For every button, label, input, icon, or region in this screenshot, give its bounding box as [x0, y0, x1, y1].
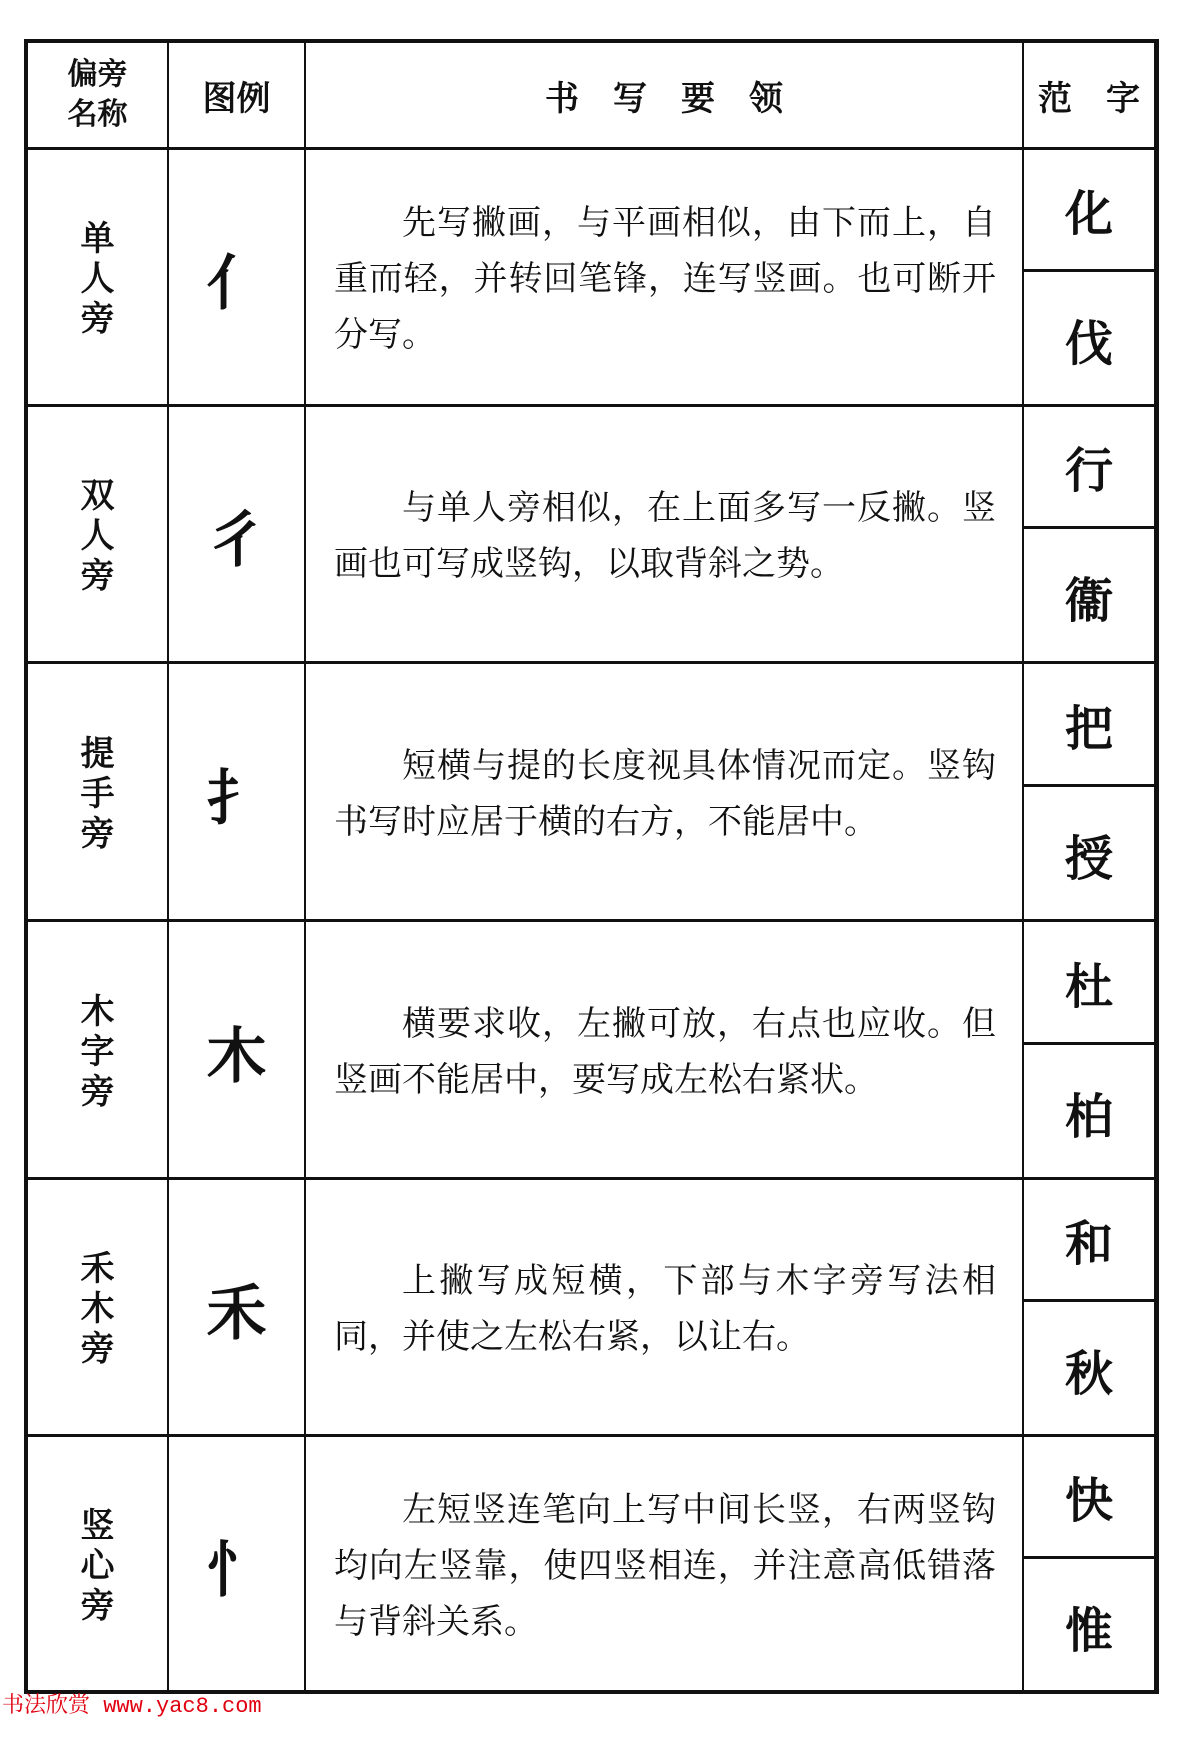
radical-name-char: 提	[80, 733, 115, 774]
radical-glyph: 忄	[206, 1535, 267, 1606]
radical-name	[28, 150, 167, 407]
writing-method	[306, 150, 1022, 407]
radical-name-char: 旁	[80, 813, 115, 854]
example-char: 把	[1064, 700, 1113, 757]
example-char: 行	[1064, 442, 1113, 499]
example-char: 快	[1064, 1472, 1113, 1529]
radical-name-char: 人	[80, 515, 115, 556]
writing-method	[306, 1437, 1022, 1694]
header-text: 偏旁	[67, 57, 128, 92]
radical-name-char: 人	[80, 258, 115, 299]
radical-name	[28, 1180, 167, 1437]
writing-method-text: 左短竖连笔向上写中间长竖，右两竖钩均向左竖靠，使四竖相连，并注意高低错落与背斜关系。	[334, 1489, 996, 1642]
header-chars: 范 字	[1038, 78, 1140, 119]
example-char: 杜	[1064, 958, 1113, 1015]
writing-method	[306, 665, 1022, 922]
radical-name-char: 旁	[80, 1328, 115, 1369]
header-radical-name	[28, 43, 167, 147]
radical-glyph: 木	[206, 1021, 267, 1092]
radical-name	[28, 923, 167, 1180]
example-char: 秋	[1064, 1345, 1113, 1402]
example-char: 衞	[1064, 572, 1113, 629]
example-char: 惟	[1064, 1602, 1113, 1659]
writing-method	[306, 923, 1022, 1180]
writing-method-text: 上撇写成短横，下部与木字旁写法相同，并使之左松右紧，以让右。	[334, 1260, 996, 1357]
radical-name-char: 旁	[80, 555, 115, 596]
radical-glyph: 亻	[206, 248, 267, 319]
radical-name-char: 木	[80, 1288, 115, 1329]
radical-name-char: 旁	[80, 1071, 115, 1112]
writing-method-text: 短横与提的长度视具体情况而定。竖钩书写时应居于横的右方，不能居中。	[334, 745, 996, 842]
writing-method	[306, 407, 1022, 664]
radical-glyph: 扌	[206, 763, 267, 834]
watermark: 书法欣赏 www.yac8.com	[2, 1694, 262, 1719]
example-char: 伐	[1064, 315, 1113, 372]
radical-glyph: 彳	[206, 505, 267, 576]
example-char: 授	[1064, 830, 1113, 887]
radical-name-char: 双	[80, 475, 115, 516]
writing-method	[306, 1180, 1022, 1437]
radical-name	[28, 665, 167, 922]
radical-table	[24, 39, 1159, 1694]
radical-name-char: 字	[80, 1031, 115, 1072]
example-char: 和	[1064, 1215, 1113, 1272]
header-method: 书 写 要 领	[545, 78, 783, 119]
example-char: 化	[1064, 185, 1113, 242]
radical-name-char: 手	[80, 773, 115, 814]
writing-method-text: 与单人旁相似，在上面多写一反撇。竖画也可写成竖钩，以取背斜之势。	[334, 487, 996, 584]
header-text: 名称	[67, 97, 128, 132]
radical-name	[28, 1437, 167, 1694]
radical-name-char: 单	[80, 218, 115, 259]
radical-name-char: 木	[80, 991, 115, 1032]
writing-method-text: 横要求收，左撇可放，右点也应收。但竖画不能居中，要写成左松右紧状。	[334, 1003, 996, 1100]
writing-method-text: 先写撇画，与平画相似，由下而上，自重而轻，并转回笔锋，连写竖画。也可断开分写。	[334, 202, 996, 355]
radical-glyph: 禾	[206, 1278, 267, 1349]
header-example: 图例	[202, 78, 271, 119]
radical-name-char: 旁	[80, 298, 115, 339]
radical-name-char: 竖	[80, 1505, 115, 1546]
radical-name	[28, 407, 167, 664]
radical-name-char: 心	[80, 1545, 115, 1586]
example-char: 柏	[1064, 1088, 1113, 1145]
radical-name-char: 禾	[80, 1248, 115, 1289]
radical-name-char: 旁	[80, 1585, 115, 1626]
